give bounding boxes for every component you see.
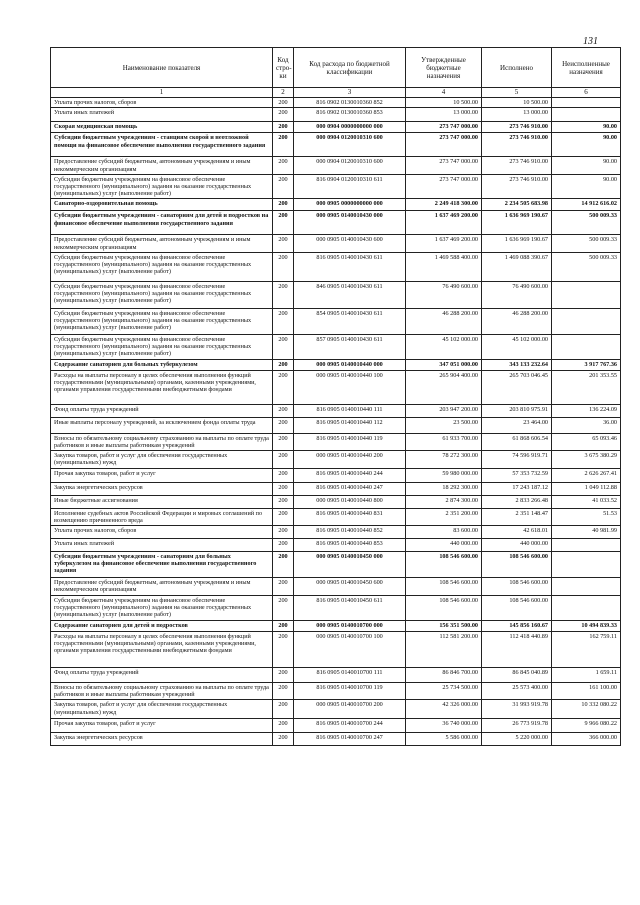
- row-executed-cell: 5 220 000.00: [482, 733, 552, 746]
- row-executed-cell: 26 773 919.78: [482, 719, 552, 733]
- row-name-cell: Расходы на выплаты персоналу в целях обеспечения выполнения функций государственными (муниципальными) органами, казенными учреждениями, органами управления государственными внебюджетными фондами: [51, 370, 273, 404]
- row-name-cell: Субсидии бюджетным учреждениям - санаториям для больных туберкулезом на финансовое обеспечение выполнения государственного задания: [51, 552, 273, 578]
- row-name-cell: Предоставление субсидий бюджетным, автономным учреждениям и иным некоммерческим организациям: [51, 157, 273, 174]
- row-approved-cell: 273 747 000.00: [406, 157, 482, 174]
- row-executed-cell: 45 102 000.00: [482, 334, 552, 359]
- row-approved-cell: 156 351 500.00: [406, 621, 482, 632]
- row-line-code-cell: 200: [273, 281, 294, 308]
- row-line-code-cell: 200: [273, 108, 294, 122]
- row-name-cell: Скорая медицинская помощь: [51, 122, 273, 133]
- row-expense-code-cell: 816 0902 0130010360 852: [294, 98, 406, 108]
- table-row: [51, 174, 621, 199]
- row-expense-code-cell: 000 0905 0000000000 000: [294, 199, 406, 211]
- row-executed-cell: 273 746 910.00: [482, 133, 552, 157]
- row-line-code-cell: 200: [273, 700, 294, 719]
- row-line-code-cell: 200: [273, 733, 294, 746]
- row-expense-code-cell: 854 0905 0140010430 611: [294, 308, 406, 334]
- row-unexecuted-cell: [552, 108, 621, 122]
- table-row: [51, 433, 621, 450]
- row-unexecuted-cell: 90.00: [552, 174, 621, 199]
- row-unexecuted-cell: 9 966 080.22: [552, 719, 621, 733]
- row-approved-cell: 1 637 469 200.00: [406, 211, 482, 235]
- row-unexecuted-cell: 51.53: [552, 508, 621, 525]
- row-name-cell: Прочая закупка товаров, работ и услуг: [51, 719, 273, 733]
- row-unexecuted-cell: 162 759.11: [552, 632, 621, 668]
- row-unexecuted-cell: 90.00: [552, 157, 621, 174]
- row-line-code-cell: 200: [273, 122, 294, 133]
- row-approved-cell: 273 747 000.00: [406, 174, 482, 199]
- row-expense-code-cell: 816 0904 0120010310 611: [294, 174, 406, 199]
- table-row: [51, 596, 621, 621]
- row-line-code-cell: 200: [273, 211, 294, 235]
- row-name-cell: Субсидии бюджетным учреждениям на финансовое обеспечение государственного (муниципального) задания на оказание государственных (муниципальных) услуг (выполнение работ): [51, 174, 273, 199]
- column-number: 5: [482, 88, 552, 98]
- row-expense-code-cell: 857 0905 0140010430 611: [294, 334, 406, 359]
- row-expense-code-cell: 000 0905 0140010450 000: [294, 552, 406, 578]
- row-approved-cell: 112 581 200.00: [406, 632, 482, 668]
- row-approved-cell: 36 740 000.00: [406, 719, 482, 733]
- row-name-cell: Уплата иных платежей: [51, 108, 273, 122]
- row-executed-cell: 108 546 600.00: [482, 578, 552, 596]
- row-line-code-cell: 200: [273, 235, 294, 252]
- row-unexecuted-cell: 90.00: [552, 133, 621, 157]
- row-executed-cell: 273 746 910.00: [482, 122, 552, 133]
- row-name-cell: Прочая закупка товаров, работ и услуг: [51, 468, 273, 482]
- table-row: [51, 308, 621, 334]
- row-executed-cell: 108 546 600.00: [482, 596, 552, 621]
- row-approved-cell: 46 288 200.00: [406, 308, 482, 334]
- row-executed-cell: 76 490 600.00: [482, 281, 552, 308]
- row-unexecuted-cell: 41 033.52: [552, 495, 621, 508]
- row-line-code-cell: 200: [273, 578, 294, 596]
- row-line-code-cell: 200: [273, 508, 294, 525]
- row-approved-cell: 83 600.00: [406, 526, 482, 539]
- table-row: [51, 621, 621, 632]
- row-approved-cell: 108 546 600.00: [406, 552, 482, 578]
- row-approved-cell: 440 000.00: [406, 539, 482, 552]
- table-row: [51, 211, 621, 235]
- row-line-code-cell: 200: [273, 433, 294, 450]
- row-expense-code-cell: 816 0905 0140010440 853: [294, 539, 406, 552]
- row-executed-cell: 23 464.00: [482, 417, 552, 433]
- row-unexecuted-cell: 3 917 767.36: [552, 359, 621, 370]
- row-approved-cell: 108 546 600.00: [406, 596, 482, 621]
- row-expense-code-cell: 000 0904 0120010310 600: [294, 133, 406, 157]
- table-row: [51, 98, 621, 108]
- row-approved-cell: 2 351 200.00: [406, 508, 482, 525]
- row-line-code-cell: 200: [273, 683, 294, 700]
- row-line-code-cell: 200: [273, 252, 294, 281]
- table-row: [51, 133, 621, 157]
- row-name-cell: Закупка энергетических ресурсов: [51, 482, 273, 495]
- row-unexecuted-cell: [552, 98, 621, 108]
- row-name-cell: Иные бюджетные ассигнования: [51, 495, 273, 508]
- row-expense-code-cell: 000 0905 0140010450 600: [294, 578, 406, 596]
- row-executed-cell: 2 351 148.47: [482, 508, 552, 525]
- row-unexecuted-cell: 65 093.46: [552, 433, 621, 450]
- row-unexecuted-cell: [552, 281, 621, 308]
- row-line-code-cell: 200: [273, 632, 294, 668]
- row-executed-cell: 86 845 040.89: [482, 668, 552, 683]
- table-row: [51, 632, 621, 668]
- row-line-code-cell: 200: [273, 359, 294, 370]
- row-expense-code-cell: 000 0904 0000000000 000: [294, 122, 406, 133]
- table-row: [51, 482, 621, 495]
- row-executed-cell: 145 856 160.67: [482, 621, 552, 632]
- column-number: 4: [406, 88, 482, 98]
- row-approved-cell: 1 469 588 400.00: [406, 252, 482, 281]
- row-expense-code-cell: 000 0905 0140010440 000: [294, 359, 406, 370]
- row-executed-cell: 10 500.00: [482, 98, 552, 108]
- row-approved-cell: 10 500.00: [406, 98, 482, 108]
- table-row: [51, 451, 621, 468]
- row-unexecuted-cell: 14 912 616.02: [552, 199, 621, 211]
- header-approved: Утвержденные бюджетные назначения: [406, 48, 482, 88]
- table-row: [51, 683, 621, 700]
- row-unexecuted-cell: 10 332 080.22: [552, 700, 621, 719]
- row-approved-cell: 23 500.00: [406, 417, 482, 433]
- row-line-code-cell: 200: [273, 539, 294, 552]
- table-row: [51, 417, 621, 433]
- row-executed-cell: 57 353 732.59: [482, 468, 552, 482]
- row-line-code-cell: 200: [273, 133, 294, 157]
- row-line-code-cell: 200: [273, 334, 294, 359]
- row-expense-code-cell: 816 0905 0140010440 247: [294, 482, 406, 495]
- row-executed-cell: 440 000.00: [482, 539, 552, 552]
- row-name-cell: Закупка товаров, работ и услуг для обеспечения государственных (муниципальных) нужд: [51, 700, 273, 719]
- row-unexecuted-cell: [552, 552, 621, 578]
- row-name-cell: Фонд оплаты труда учреждений: [51, 668, 273, 683]
- row-expense-code-cell: 000 0905 0140010700 000: [294, 621, 406, 632]
- row-name-cell: Закупка энергетических ресурсов: [51, 733, 273, 746]
- row-name-cell: Предоставление субсидий бюджетным, автономным учреждениям и иным некоммерческим организациям: [51, 235, 273, 252]
- row-approved-cell: 2 249 418 300.00: [406, 199, 482, 211]
- row-expense-code-cell: 000 0905 0140010440 800: [294, 495, 406, 508]
- row-executed-cell: 31 993 919.78: [482, 700, 552, 719]
- header-name: Наименование показателя: [51, 48, 273, 88]
- row-expense-code-cell: 000 0905 0140010430 000: [294, 211, 406, 235]
- row-executed-cell: 273 746 910.00: [482, 157, 552, 174]
- table-row: [51, 733, 621, 746]
- row-unexecuted-cell: 366 000.00: [552, 733, 621, 746]
- table-row: [51, 719, 621, 733]
- row-line-code-cell: 200: [273, 621, 294, 632]
- column-number: 1: [51, 88, 273, 98]
- table-body: [51, 98, 621, 746]
- table-row: [51, 370, 621, 404]
- header-line-code: Код стро-ки: [273, 48, 294, 88]
- row-executed-cell: 273 746 910.00: [482, 174, 552, 199]
- row-unexecuted-cell: 201 353.55: [552, 370, 621, 404]
- row-name-cell: Взносы по обязательному социальному страхованию на выплаты по оплате труда работников и иные выплаты работникам учреждений: [51, 683, 273, 700]
- row-approved-cell: 76 490 600.00: [406, 281, 482, 308]
- budget-execution-table: [50, 47, 621, 746]
- row-expense-code-cell: 000 0904 0120010310 600: [294, 157, 406, 174]
- row-unexecuted-cell: 136 224.09: [552, 404, 621, 417]
- row-executed-cell: 265 703 046.45: [482, 370, 552, 404]
- row-executed-cell: 1 636 969 190.67: [482, 211, 552, 235]
- row-approved-cell: 61 933 700.00: [406, 433, 482, 450]
- row-approved-cell: 2 874 300.00: [406, 495, 482, 508]
- row-line-code-cell: 200: [273, 526, 294, 539]
- row-line-code-cell: 200: [273, 157, 294, 174]
- row-expense-code-cell: 000 0905 0140010700 200: [294, 700, 406, 719]
- row-name-cell: Субсидии бюджетным учреждениям - санаториям для детей и подростков на финансовое обеспечение выполнения государственного задания: [51, 211, 273, 235]
- row-expense-code-cell: 816 0902 0130010360 853: [294, 108, 406, 122]
- row-name-cell: Фонд оплаты труда учреждений: [51, 404, 273, 417]
- row-executed-cell: 61 868 606.54: [482, 433, 552, 450]
- column-number: 2: [273, 88, 294, 98]
- row-expense-code-cell: 816 0905 0140010440 119: [294, 433, 406, 450]
- table-row: [51, 700, 621, 719]
- table-row: [51, 578, 621, 596]
- row-executed-cell: 108 546 600.00: [482, 552, 552, 578]
- row-expense-code-cell: 816 0905 0140010700 244: [294, 719, 406, 733]
- row-approved-cell: 265 904 400.00: [406, 370, 482, 404]
- row-name-cell: Субсидии бюджетным учреждениям - станциям скорой и неотложной помощи на финансовое обеспечение выполнения государственного задания: [51, 133, 273, 157]
- table-row: [51, 157, 621, 174]
- row-name-cell: Иные выплаты персоналу учреждений, за исключением фонда оплаты труда: [51, 417, 273, 433]
- table-row: [51, 539, 621, 552]
- row-expense-code-cell: 816 0905 0140010700 247: [294, 733, 406, 746]
- row-approved-cell: 18 292 300.00: [406, 482, 482, 495]
- row-name-cell: Субсидии бюджетным учреждениям на финансовое обеспечение государственного (муниципального) задания на оказание государственных (муниципальных) услуг (выполнение работ): [51, 334, 273, 359]
- column-number: 3: [294, 88, 406, 98]
- row-unexecuted-cell: [552, 539, 621, 552]
- row-executed-cell: 203 810 975.91: [482, 404, 552, 417]
- row-executed-cell: 1 636 969 190.67: [482, 235, 552, 252]
- row-unexecuted-cell: [552, 334, 621, 359]
- row-executed-cell: 17 243 187.12: [482, 482, 552, 495]
- row-executed-cell: 74 596 919.71: [482, 451, 552, 468]
- row-name-cell: Расходы на выплаты персоналу в целях обеспечения выполнения функций государственными (муниципальными) органами, казенными учреждениями, органами управления государственными внебюджетными фондами: [51, 632, 273, 668]
- row-line-code-cell: 200: [273, 370, 294, 404]
- row-line-code-cell: 200: [273, 308, 294, 334]
- row-expense-code-cell: 816 0905 0140010440 831: [294, 508, 406, 525]
- row-executed-cell: 2 234 505 683.98: [482, 199, 552, 211]
- row-unexecuted-cell: [552, 308, 621, 334]
- row-unexecuted-cell: 90.00: [552, 122, 621, 133]
- row-name-cell: Содержание санаториев для больных туберкулезом: [51, 359, 273, 370]
- row-unexecuted-cell: 3 675 380.29: [552, 451, 621, 468]
- row-executed-cell: 343 133 232.64: [482, 359, 552, 370]
- row-expense-code-cell: 816 0905 0140010450 611: [294, 596, 406, 621]
- row-line-code-cell: 200: [273, 199, 294, 211]
- row-executed-cell: 25 573 400.00: [482, 683, 552, 700]
- row-approved-cell: 273 747 000.00: [406, 133, 482, 157]
- table-row: [51, 281, 621, 308]
- table-row: [51, 359, 621, 370]
- row-executed-cell: 1 469 088 390.67: [482, 252, 552, 281]
- row-unexecuted-cell: 10 494 839.33: [552, 621, 621, 632]
- table-row: [51, 508, 621, 525]
- row-approved-cell: 25 734 500.00: [406, 683, 482, 700]
- header-unexecuted: Неисполненные назначения: [552, 48, 621, 88]
- row-line-code-cell: 200: [273, 451, 294, 468]
- table-row: [51, 108, 621, 122]
- table-row: [51, 468, 621, 482]
- table-row: [51, 122, 621, 133]
- row-unexecuted-cell: 500 009.33: [552, 211, 621, 235]
- row-executed-cell: 46 288 200.00: [482, 308, 552, 334]
- row-approved-cell: 273 747 000.00: [406, 122, 482, 133]
- row-name-cell: Содержание санаториев для детей и подростков: [51, 621, 273, 632]
- row-line-code-cell: 200: [273, 668, 294, 683]
- row-expense-code-cell: 816 0905 0140010440 244: [294, 468, 406, 482]
- row-expense-code-cell: 816 0905 0140010440 111: [294, 404, 406, 417]
- row-name-cell: Субсидии бюджетным учреждениям на финансовое обеспечение государственного (муниципального) задания на оказание государственных (муниципальных) услуг (выполнение работ): [51, 252, 273, 281]
- row-line-code-cell: 200: [273, 468, 294, 482]
- row-line-code-cell: 200: [273, 174, 294, 199]
- table-row: [51, 495, 621, 508]
- table-row: [51, 334, 621, 359]
- row-executed-cell: 42 618.01: [482, 526, 552, 539]
- row-line-code-cell: 200: [273, 482, 294, 495]
- row-name-cell: Предоставление субсидий бюджетным, автономным учреждениям и иным некоммерческим организациям: [51, 578, 273, 596]
- table-row: [51, 526, 621, 539]
- row-executed-cell: 2 833 266.48: [482, 495, 552, 508]
- row-name-cell: Уплата прочих налогов, сборов: [51, 98, 273, 108]
- row-expense-code-cell: 846 0905 0140010430 611: [294, 281, 406, 308]
- row-name-cell: Уплата иных платежей: [51, 539, 273, 552]
- row-approved-cell: 13 000.00: [406, 108, 482, 122]
- row-approved-cell: 203 947 200.00: [406, 404, 482, 417]
- row-name-cell: Закупка товаров, работ и услуг для обеспечения государственных (муниципальных) нужд: [51, 451, 273, 468]
- row-unexecuted-cell: 1 659.11: [552, 668, 621, 683]
- row-expense-code-cell: 000 0905 0140010440 100: [294, 370, 406, 404]
- row-approved-cell: 5 586 000.00: [406, 733, 482, 746]
- header-row: [51, 48, 621, 88]
- column-number-row: [51, 88, 621, 98]
- row-unexecuted-cell: 36.00: [552, 417, 621, 433]
- row-expense-code-cell: 000 0905 0140010440 200: [294, 451, 406, 468]
- row-name-cell: Субсидии бюджетным учреждениям на финансовое обеспечение государственного (муниципального) задания на оказание государственных (муниципальных) услуг (выполнение работ): [51, 308, 273, 334]
- table-row: [51, 235, 621, 252]
- row-executed-cell: 112 418 440.89: [482, 632, 552, 668]
- row-name-cell: Уплата прочих налогов, сборов: [51, 526, 273, 539]
- row-expense-code-cell: 816 0905 0140010440 852: [294, 526, 406, 539]
- row-line-code-cell: 200: [273, 417, 294, 433]
- row-approved-cell: 78 272 300.00: [406, 451, 482, 468]
- row-line-code-cell: 200: [273, 98, 294, 108]
- row-unexecuted-cell: 500 009.33: [552, 252, 621, 281]
- row-expense-code-cell: 816 0905 0140010700 111: [294, 668, 406, 683]
- page-number: 131: [583, 36, 598, 47]
- table-row: [51, 404, 621, 417]
- row-approved-cell: 108 546 600.00: [406, 578, 482, 596]
- row-unexecuted-cell: 500 009.33: [552, 235, 621, 252]
- row-line-code-cell: 200: [273, 552, 294, 578]
- row-unexecuted-cell: 40 981.99: [552, 526, 621, 539]
- column-number: 6: [552, 88, 621, 98]
- row-name-cell: Санаторно-оздоровительная помощь: [51, 199, 273, 211]
- row-unexecuted-cell: 1 049 112.88: [552, 482, 621, 495]
- row-name-cell: Взносы по обязательному социальному страхованию на выплаты по оплате труда работников и иные выплаты работникам учреждений: [51, 433, 273, 450]
- row-line-code-cell: 200: [273, 495, 294, 508]
- row-unexecuted-cell: [552, 596, 621, 621]
- table-row: [51, 668, 621, 683]
- table-row: [51, 199, 621, 211]
- row-approved-cell: 59 980 000.00: [406, 468, 482, 482]
- table-row: [51, 552, 621, 578]
- row-approved-cell: 45 102 000.00: [406, 334, 482, 359]
- header-expense-code: Код расхода по бюджетной классификации: [294, 48, 406, 88]
- row-unexecuted-cell: 161 100.00: [552, 683, 621, 700]
- row-expense-code-cell: 816 0905 0140010430 611: [294, 252, 406, 281]
- header-executed: Исполнено: [482, 48, 552, 88]
- row-executed-cell: 13 000.00: [482, 108, 552, 122]
- row-approved-cell: 1 637 469 200.00: [406, 235, 482, 252]
- row-expense-code-cell: 000 0905 0140010430 600: [294, 235, 406, 252]
- row-name-cell: Субсидии бюджетным учреждениям на финансовое обеспечение государственного (муниципального) задания на оказание государственных (муниципальных) услуг (выполнение работ): [51, 281, 273, 308]
- row-approved-cell: 86 846 700.00: [406, 668, 482, 683]
- table-row: [51, 252, 621, 281]
- row-approved-cell: 42 326 000.00: [406, 700, 482, 719]
- row-unexecuted-cell: [552, 578, 621, 596]
- row-name-cell: Субсидии бюджетным учреждениям на финансовое обеспечение государственного (муниципального) задания на оказание государственных (муниципальных) услуг (выполнение работ): [51, 596, 273, 621]
- row-name-cell: Исполнение судебных актов Российской Федерации и мировых соглашений по возмещению причиненного вреда: [51, 508, 273, 525]
- row-line-code-cell: 200: [273, 719, 294, 733]
- row-expense-code-cell: 000 0905 0140010700 100: [294, 632, 406, 668]
- row-unexecuted-cell: 2 626 267.41: [552, 468, 621, 482]
- row-line-code-cell: 200: [273, 596, 294, 621]
- row-line-code-cell: 200: [273, 404, 294, 417]
- row-approved-cell: 347 051 000.00: [406, 359, 482, 370]
- row-expense-code-cell: 816 0905 0140010440 112: [294, 417, 406, 433]
- row-expense-code-cell: 816 0905 0140010700 119: [294, 683, 406, 700]
